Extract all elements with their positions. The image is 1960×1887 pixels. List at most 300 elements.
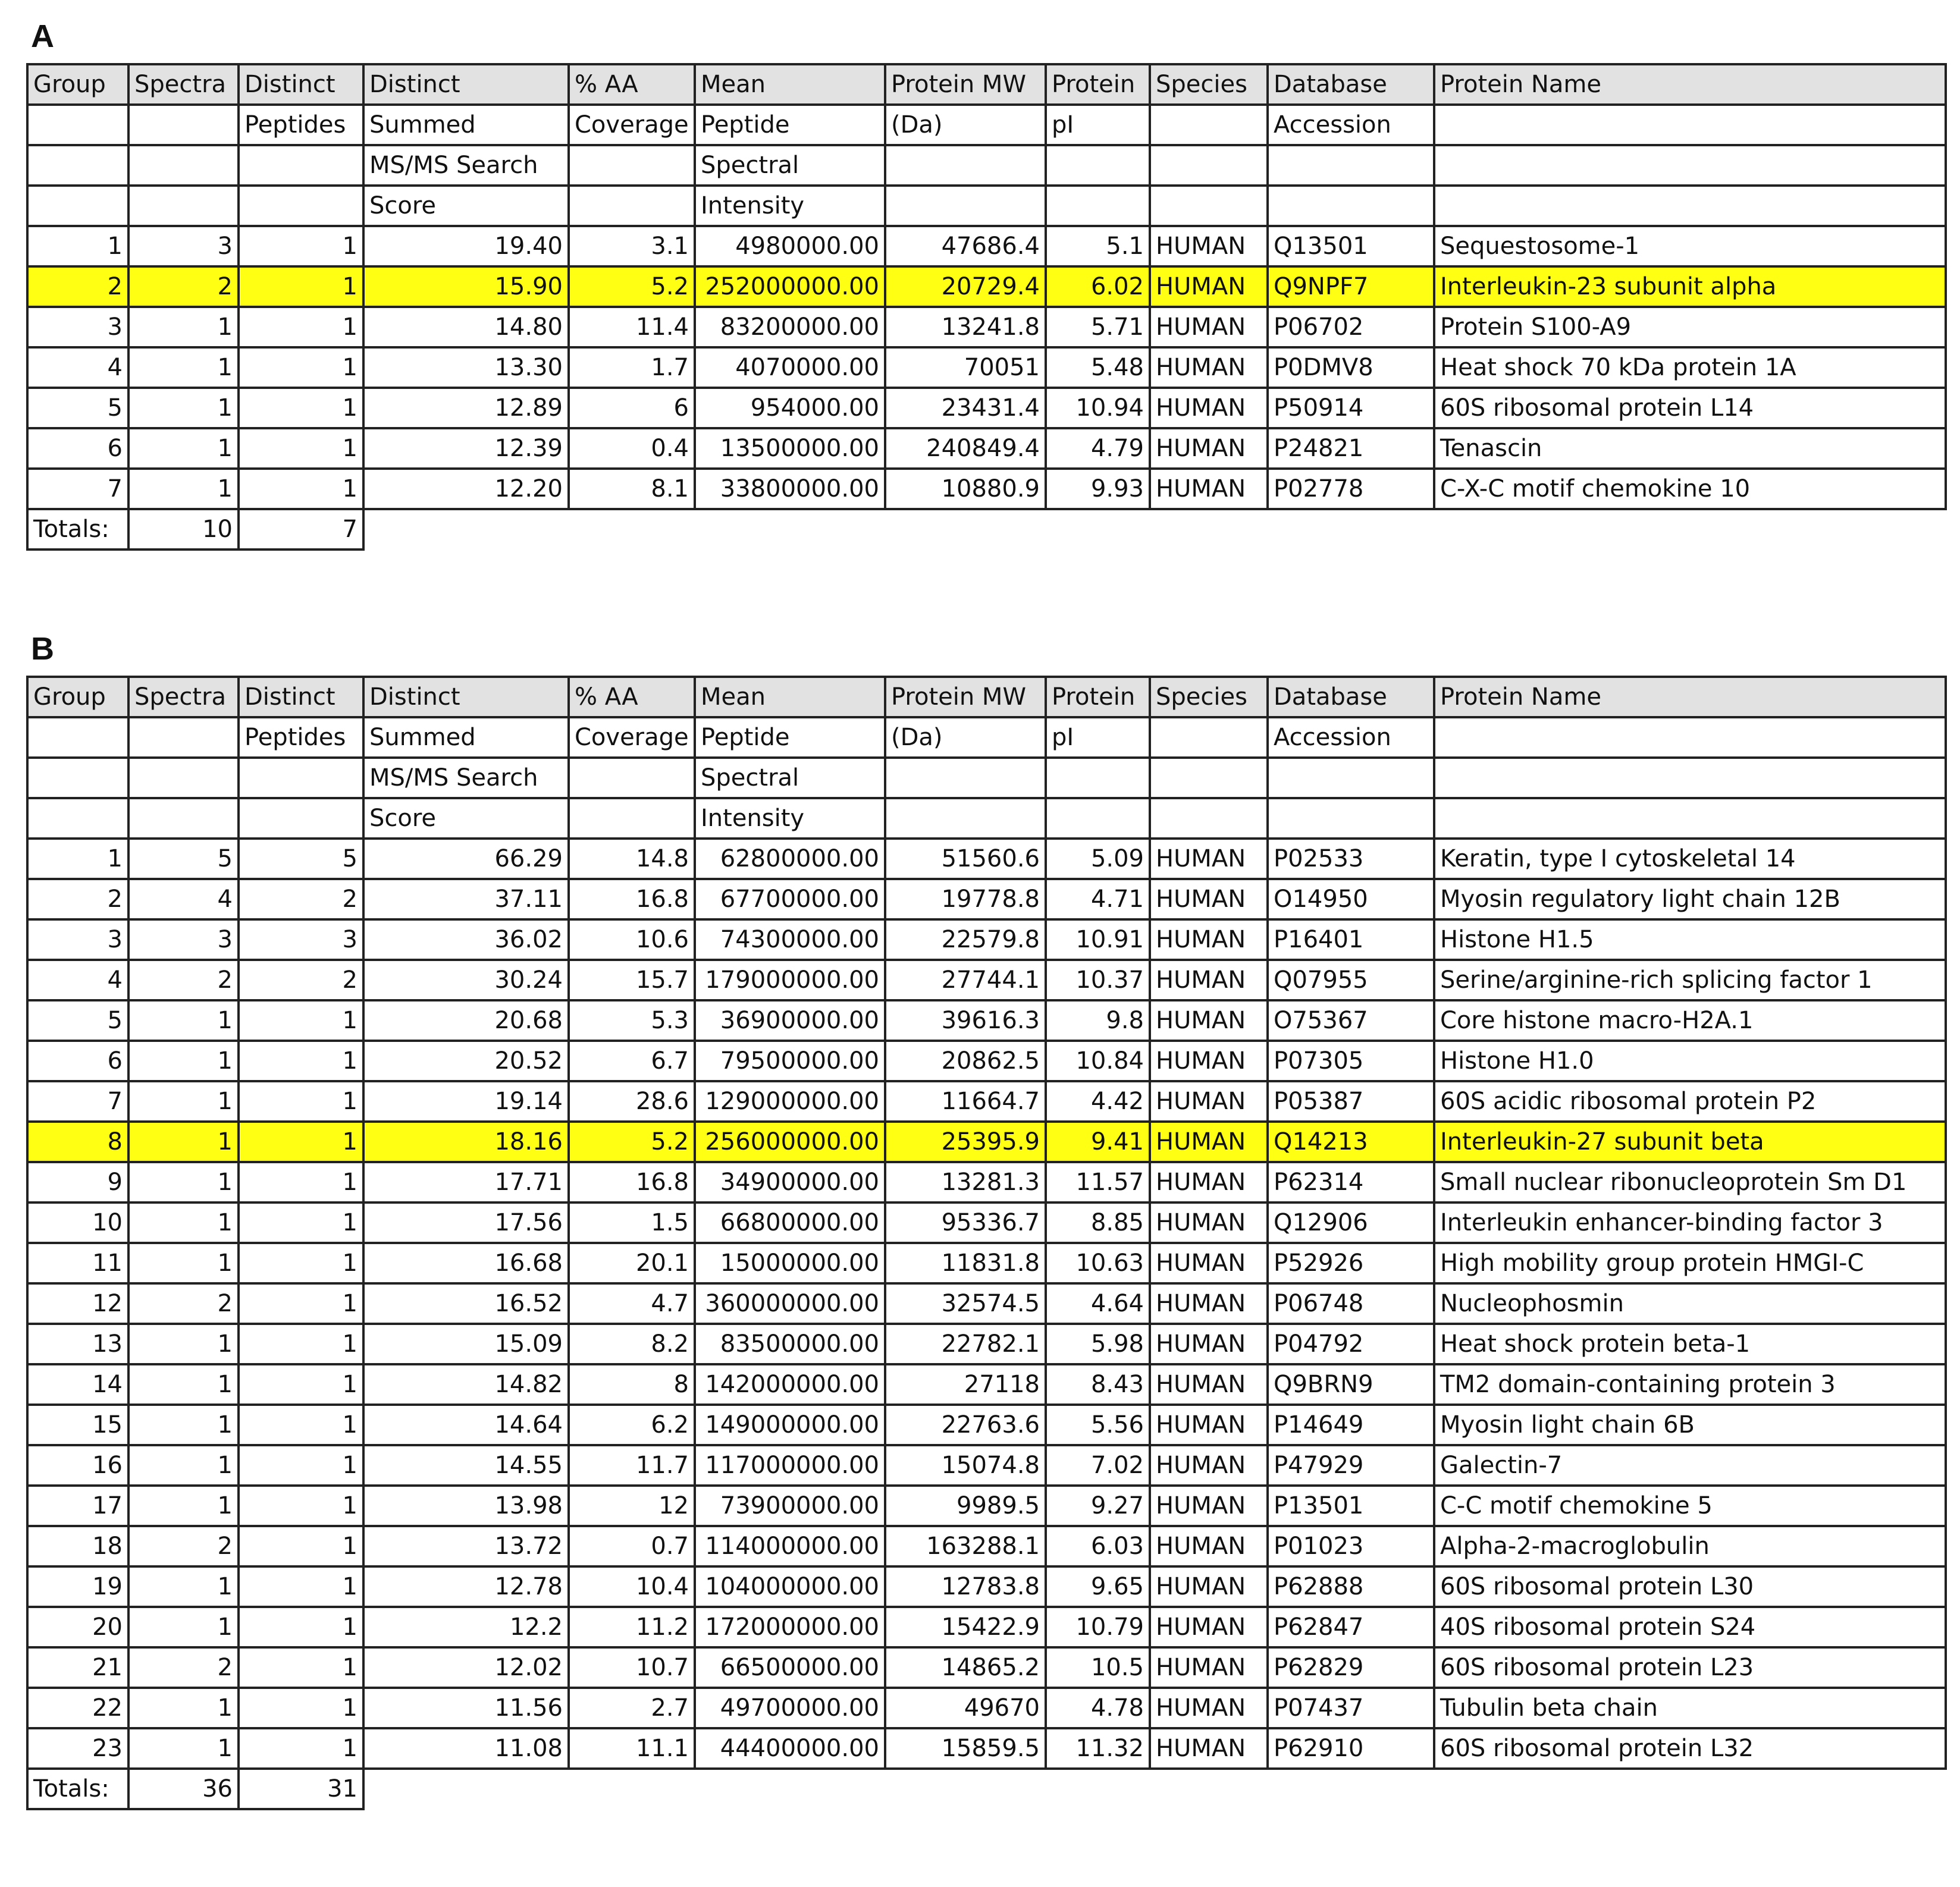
cell-spectra: 1 [128,1566,239,1607]
cell-group: 11 [27,1243,128,1283]
cell-group: 19 [27,1566,128,1607]
cell-pi: 8.43 [1046,1364,1150,1405]
empty-cell [363,509,569,550]
header-cell-spectra [128,758,239,798]
cell-species: HUMAN [1150,388,1268,428]
cell-accession: Q12906 [1268,1202,1434,1243]
cell-species: HUMAN [1150,1122,1268,1162]
cell-coverage: 16.8 [569,879,695,919]
cell-coverage: 11.1 [569,1728,695,1769]
table-row [27,1243,1946,1283]
header-cell-mw [885,145,1046,186]
cell-accession: P06748 [1268,1283,1434,1324]
cell-coverage: 8.2 [569,1324,695,1364]
cell-peptides: 1 [239,1162,363,1202]
cell-pi: 9.41 [1046,1122,1150,1162]
cell-name: 60S acidic ribosomal protein P2 [1434,1081,1946,1122]
header-cell-coverage [569,798,695,839]
cell-intensity: 13500000.00 [695,428,885,469]
cell-spectra: 2 [128,1526,239,1566]
cell-score: 15.90 [363,266,569,307]
cell-score: 14.64 [363,1405,569,1445]
cell-peptides: 1 [239,428,363,469]
cell-group: 3 [27,307,128,347]
cell-peptides: 1 [239,307,363,347]
cell-spectra: 1 [128,469,239,509]
cell-score: 20.68 [363,1000,569,1041]
cell-group: 13 [27,1324,128,1364]
header-cell-species [1150,186,1268,226]
header-cell-pi [1046,186,1150,226]
cell-species: HUMAN [1150,960,1268,1000]
header-cell-peptides [239,186,363,226]
header-cell-accession: Database [1268,677,1434,717]
header-cell-accession: Accession [1268,105,1434,145]
cell-accession: Q13501 [1268,226,1434,266]
cell-coverage: 20.1 [569,1243,695,1283]
header-cell-group: Group [27,64,128,105]
table-row [27,1081,1946,1122]
cell-name: Heat shock 70 kDa protein 1A [1434,347,1946,388]
cell-group: 12 [27,1283,128,1324]
header-cell-species [1150,105,1268,145]
cell-peptides: 1 [239,1041,363,1081]
header-cell-intensity: Mean [695,677,885,717]
cell-coverage: 10.7 [569,1647,695,1688]
cell-peptides: 1 [239,266,363,307]
header-cell-peptides: Distinct [239,677,363,717]
cell-mw: 11664.7 [885,1081,1046,1122]
table-row [27,226,1946,266]
cell-mw: 27744.1 [885,960,1046,1000]
cell-group: 4 [27,347,128,388]
cell-score: 12.89 [363,388,569,428]
cell-score: 16.68 [363,1243,569,1283]
cell-accession: P0DMV8 [1268,347,1434,388]
header-cell-score: Summed [363,717,569,758]
header-cell-mw: Protein MW [885,64,1046,105]
header-cell-pi: pI [1046,105,1150,145]
header-row [27,145,1946,186]
cell-coverage: 14.8 [569,839,695,879]
empty-cell [1268,1769,1434,1809]
header-cell-coverage: Coverage [569,105,695,145]
cell-spectra: 4 [128,879,239,919]
cell-coverage: 11.7 [569,1445,695,1486]
cell-mw: 39616.3 [885,1000,1046,1041]
cell-intensity: 83500000.00 [695,1324,885,1364]
header-cell-intensity: Mean [695,64,885,105]
cell-peptides: 1 [239,1202,363,1243]
header-cell-spectra [128,186,239,226]
cell-peptides: 1 [239,1122,363,1162]
totals-label: Totals: [27,509,128,550]
header-cell-species [1150,758,1268,798]
cell-mw: 70051 [885,347,1046,388]
cell-coverage: 10.6 [569,919,695,960]
table-row [27,879,1946,919]
cell-group: 1 [27,226,128,266]
header-cell-group [27,798,128,839]
cell-coverage: 15.7 [569,960,695,1000]
header-cell-score: Score [363,186,569,226]
header-cell-spectra [128,717,239,758]
cell-intensity: 79500000.00 [695,1041,885,1081]
cell-coverage: 8.1 [569,469,695,509]
cell-coverage: 4.7 [569,1283,695,1324]
cell-accession: P07437 [1268,1688,1434,1728]
table-row [27,1486,1946,1526]
header-cell-species [1150,798,1268,839]
header-cell-intensity: Intensity [695,798,885,839]
table-row-highlighted [27,1122,1946,1162]
table-row [27,347,1946,388]
empty-cell [1434,1769,1946,1809]
cell-name: 60S ribosomal protein L30 [1434,1566,1946,1607]
header-cell-spectra: Spectra [128,64,239,105]
cell-name: Core histone macro-H2A.1 [1434,1000,1946,1041]
cell-score: 14.55 [363,1445,569,1486]
cell-spectra: 1 [128,347,239,388]
cell-coverage: 0.4 [569,428,695,469]
header-cell-peptides: Distinct [239,64,363,105]
empty-cell [885,509,1046,550]
cell-spectra: 1 [128,1243,239,1283]
cell-mw: 20862.5 [885,1041,1046,1081]
table-row [27,1728,1946,1769]
cell-spectra: 1 [128,1162,239,1202]
cell-score: 66.29 [363,839,569,879]
header-cell-pi: pI [1046,717,1150,758]
header-row [27,186,1946,226]
cell-score: 16.52 [363,1283,569,1324]
cell-pi: 10.84 [1046,1041,1150,1081]
table-row [27,1202,1946,1243]
header-cell-group [27,105,128,145]
cell-species: HUMAN [1150,1041,1268,1081]
cell-intensity: 104000000.00 [695,1566,885,1607]
cell-group: 2 [27,879,128,919]
cell-species: HUMAN [1150,428,1268,469]
cell-accession: P01023 [1268,1526,1434,1566]
cell-spectra: 1 [128,1607,239,1647]
cell-species: HUMAN [1150,1324,1268,1364]
cell-score: 14.80 [363,307,569,347]
cell-group: 21 [27,1647,128,1688]
cell-spectra: 1 [128,1405,239,1445]
cell-name: Keratin, type I cytoskeletal 14 [1434,839,1946,879]
cell-mw: 49670 [885,1688,1046,1728]
protein-table-b [26,676,1947,1810]
cell-intensity: 67700000.00 [695,879,885,919]
cell-group: 18 [27,1526,128,1566]
cell-peptides: 1 [239,1283,363,1324]
empty-cell [569,1769,695,1809]
header-row [27,798,1946,839]
cell-name: 60S ribosomal protein L23 [1434,1647,1946,1688]
cell-spectra: 2 [128,266,239,307]
cell-accession: Q9NPF7 [1268,266,1434,307]
cell-spectra: 3 [128,919,239,960]
cell-name: TM2 domain-containing protein 3 [1434,1364,1946,1405]
cell-accession: P62847 [1268,1607,1434,1647]
cell-group: 4 [27,960,128,1000]
cell-score: 13.30 [363,347,569,388]
cell-score: 12.2 [363,1607,569,1647]
header-cell-coverage: Coverage [569,717,695,758]
cell-mw: 27118 [885,1364,1046,1405]
cell-mw: 13281.3 [885,1162,1046,1202]
table-row-highlighted [27,266,1946,307]
cell-coverage: 6 [569,388,695,428]
cell-species: HUMAN [1150,1688,1268,1728]
header-row [27,717,1946,758]
cell-pi: 5.98 [1046,1324,1150,1364]
header-cell-species [1150,145,1268,186]
cell-score: 12.02 [363,1647,569,1688]
cell-peptides: 5 [239,839,363,879]
header-cell-accession [1268,145,1434,186]
header-cell-accession: Accession [1268,717,1434,758]
header-cell-peptides: Peptides [239,717,363,758]
cell-spectra: 1 [128,1081,239,1122]
cell-species: HUMAN [1150,307,1268,347]
cell-name: Myosin regulatory light chain 12B [1434,879,1946,919]
cell-peptides: 1 [239,1647,363,1688]
cell-pi: 9.27 [1046,1486,1150,1526]
cell-group: 15 [27,1405,128,1445]
header-cell-intensity: Intensity [695,186,885,226]
cell-species: HUMAN [1150,266,1268,307]
header-cell-mw [885,758,1046,798]
cell-pi: 6.02 [1046,266,1150,307]
table-row [27,1647,1946,1688]
cell-species: HUMAN [1150,1647,1268,1688]
cell-group: 6 [27,428,128,469]
cell-group: 5 [27,388,128,428]
cell-accession: P24821 [1268,428,1434,469]
header-cell-score: MS/MS Search [363,758,569,798]
table-row [27,1445,1946,1486]
cell-spectra: 5 [128,839,239,879]
cell-pi: 5.56 [1046,1405,1150,1445]
cell-intensity: 66800000.00 [695,1202,885,1243]
cell-name: Interleukin-23 subunit alpha [1434,266,1946,307]
cell-name: 40S ribosomal protein S24 [1434,1607,1946,1647]
cell-group: 23 [27,1728,128,1769]
cell-intensity: 114000000.00 [695,1526,885,1566]
cell-group: 20 [27,1607,128,1647]
cell-mw: 22579.8 [885,919,1046,960]
header-cell-name: Protein Name [1434,677,1946,717]
cell-species: HUMAN [1150,919,1268,960]
header-row [27,64,1946,105]
cell-species: HUMAN [1150,1526,1268,1566]
header-cell-group [27,145,128,186]
protein-table-a [26,63,1947,551]
cell-peptides: 2 [239,960,363,1000]
header-cell-peptides [239,798,363,839]
cell-score: 17.71 [363,1162,569,1202]
cell-accession: P50914 [1268,388,1434,428]
cell-peptides: 1 [239,1445,363,1486]
cell-mw: 23431.4 [885,388,1046,428]
header-cell-name [1434,186,1946,226]
header-cell-spectra [128,798,239,839]
header-cell-mw: (Da) [885,717,1046,758]
table-row [27,1283,1946,1324]
header-cell-group: Group [27,677,128,717]
table-row [27,1526,1946,1566]
cell-species: HUMAN [1150,839,1268,879]
cell-coverage: 3.1 [569,226,695,266]
cell-name: Interleukin-27 subunit beta [1434,1122,1946,1162]
cell-spectra: 1 [128,1688,239,1728]
cell-mw: 20729.4 [885,266,1046,307]
cell-name: Histone H1.5 [1434,919,1946,960]
empty-cell [885,1769,1046,1809]
cell-mw: 32574.5 [885,1283,1046,1324]
cell-pi: 4.42 [1046,1081,1150,1122]
table-row [27,1000,1946,1041]
header-cell-pi [1046,798,1150,839]
cell-spectra: 1 [128,1728,239,1769]
totals-peptides: 7 [239,509,363,550]
cell-coverage: 5.2 [569,1122,695,1162]
cell-group: 8 [27,1122,128,1162]
header-cell-coverage: % AA [569,677,695,717]
cell-spectra: 2 [128,960,239,1000]
cell-species: HUMAN [1150,879,1268,919]
cell-coverage: 5.3 [569,1000,695,1041]
cell-spectra: 1 [128,1445,239,1486]
cell-name: C-X-C motif chemokine 10 [1434,469,1946,509]
header-row [27,677,1946,717]
cell-score: 30.24 [363,960,569,1000]
cell-intensity: 117000000.00 [695,1445,885,1486]
cell-name: Nucleophosmin [1434,1283,1946,1324]
cell-mw: 19778.8 [885,879,1046,919]
cell-pi: 4.71 [1046,879,1150,919]
header-cell-score: Distinct [363,64,569,105]
cell-intensity: 73900000.00 [695,1486,885,1526]
cell-pi: 5.1 [1046,226,1150,266]
cell-name: Interleukin enhancer-binding factor 3 [1434,1202,1946,1243]
cell-score: 12.20 [363,469,569,509]
header-cell-pi [1046,145,1150,186]
cell-score: 37.11 [363,879,569,919]
header-cell-species: Species [1150,64,1268,105]
cell-mw: 51560.6 [885,839,1046,879]
cell-score: 14.82 [363,1364,569,1405]
cell-species: HUMAN [1150,1566,1268,1607]
cell-intensity: 256000000.00 [695,1122,885,1162]
header-cell-pi: Protein [1046,677,1150,717]
header-cell-intensity: Spectral [695,758,885,798]
header-row [27,758,1946,798]
header-cell-score: Distinct [363,677,569,717]
cell-species: HUMAN [1150,347,1268,388]
empty-cell [1268,509,1434,550]
cell-group: 16 [27,1445,128,1486]
header-cell-peptides [239,758,363,798]
empty-cell [1150,1769,1268,1809]
cell-pi: 9.65 [1046,1566,1150,1607]
empty-cell [695,509,885,550]
cell-intensity: 4070000.00 [695,347,885,388]
cell-peptides: 1 [239,1081,363,1122]
cell-accession: O14950 [1268,879,1434,919]
cell-group: 3 [27,919,128,960]
header-cell-peptides [239,145,363,186]
cell-species: HUMAN [1150,1405,1268,1445]
cell-mw: 10880.9 [885,469,1046,509]
cell-spectra: 1 [128,388,239,428]
cell-name: Galectin-7 [1434,1445,1946,1486]
header-cell-peptides: Peptides [239,105,363,145]
cell-mw: 12783.8 [885,1566,1046,1607]
cell-spectra: 1 [128,1000,239,1041]
cell-group: 17 [27,1486,128,1526]
empty-cell [1434,509,1946,550]
cell-intensity: 179000000.00 [695,960,885,1000]
cell-group: 10 [27,1202,128,1243]
cell-spectra: 1 [128,1364,239,1405]
cell-score: 18.16 [363,1122,569,1162]
header-cell-group [27,758,128,798]
cell-coverage: 28.6 [569,1081,695,1122]
empty-cell [1046,509,1150,550]
cell-score: 17.56 [363,1202,569,1243]
cell-coverage: 11.2 [569,1607,695,1647]
cell-name: 60S ribosomal protein L14 [1434,388,1946,428]
cell-name: C-C motif chemokine 5 [1434,1486,1946,1526]
empty-cell [1046,1769,1150,1809]
cell-pi: 4.79 [1046,428,1150,469]
cell-coverage: 11.4 [569,307,695,347]
cell-mw: 11831.8 [885,1243,1046,1283]
cell-pi: 6.03 [1046,1526,1150,1566]
cell-spectra: 1 [128,1041,239,1081]
header-cell-group [27,717,128,758]
header-cell-accession: Database [1268,64,1434,105]
cell-intensity: 252000000.00 [695,266,885,307]
cell-coverage: 16.8 [569,1162,695,1202]
cell-peptides: 1 [239,388,363,428]
header-cell-intensity: Spectral [695,145,885,186]
header-cell-coverage [569,758,695,798]
cell-score: 19.14 [363,1081,569,1122]
cell-spectra: 2 [128,1283,239,1324]
cell-peptides: 1 [239,1486,363,1526]
cell-peptides: 1 [239,1607,363,1647]
cell-peptides: 1 [239,347,363,388]
table-row [27,1607,1946,1647]
header-cell-score: MS/MS Search [363,145,569,186]
cell-accession: P62888 [1268,1566,1434,1607]
cell-mw: 22763.6 [885,1405,1046,1445]
cell-score: 13.98 [363,1486,569,1526]
cell-pi: 4.78 [1046,1688,1150,1728]
table-row [27,1162,1946,1202]
cell-spectra: 1 [128,307,239,347]
cell-group: 5 [27,1000,128,1041]
table-row [27,388,1946,428]
empty-cell [1150,509,1268,550]
cell-pi: 10.5 [1046,1647,1150,1688]
totals-label: Totals: [27,1769,128,1809]
header-cell-name: Protein Name [1434,64,1946,105]
